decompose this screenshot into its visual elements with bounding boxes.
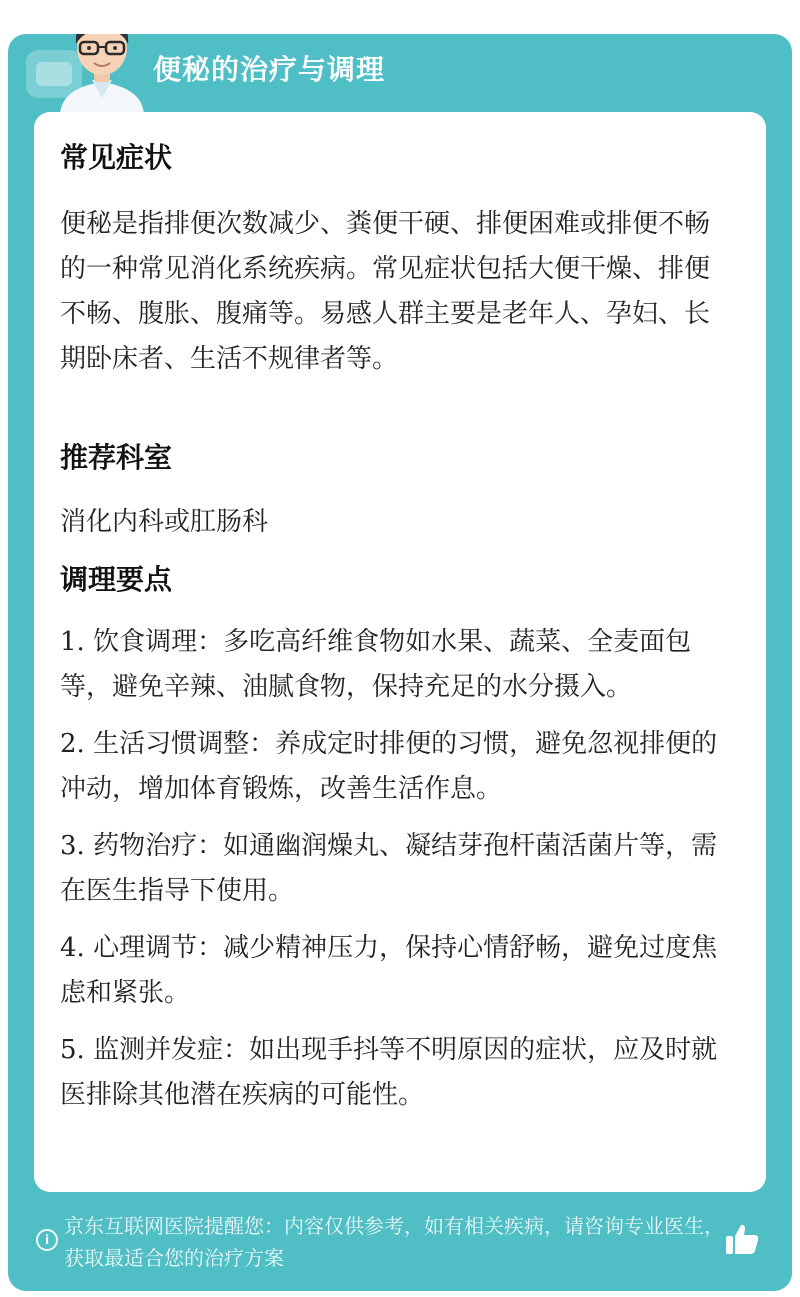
info-icon: i	[36, 1229, 58, 1251]
section-title-care: 调理要点	[60, 563, 173, 596]
care-list	[60, 620, 726, 1130]
list-item-number: 4.	[60, 933, 85, 963]
section-title-symptoms: 常见症状	[60, 141, 173, 174]
disclaimer-text: 京东互联网医院提醒您：内容仅供参考，如有相关疾病，请咨询专业医生，获取最适合您的治疗方案	[64, 1214, 724, 1270]
list-item-number: 5.	[60, 1035, 85, 1065]
list-item-text: 生活习惯调整：养成定时排便的习惯，避免忽视排便的冲动，增加体育锻炼，改善生活作息。	[60, 729, 718, 804]
doctor-avatar	[52, 34, 152, 114]
list-item	[60, 620, 726, 710]
page-title: 便秘的治疗与调理	[153, 53, 386, 86]
symptoms-text: 便秘是指排便次数减少、粪便干硬、排便困难或排便不畅的一种常见消化系统疾病。常见症状包括大便干燥、排便不畅、腹胀、腹痛等。易感人群主要是老年人、孕妇、长期卧床者、生活不规律者等。	[60, 209, 711, 374]
list-item-text: 监测并发症：如出现手抖等不明原因的症状，应及时就医排除其他潜在疾病的可能性。	[60, 1035, 718, 1110]
thumbs-up-icon[interactable]	[724, 1222, 760, 1256]
list-item	[60, 1028, 726, 1118]
list-item-number: 1.	[60, 627, 85, 657]
content-card	[34, 112, 766, 1192]
list-item-text: 饮食调理：多吃高纤维食物如水果、蔬菜、全麦面包等，避免辛辣、油腻食物，保持充足的水分摄入。	[60, 627, 692, 702]
list-item-text: 心理调节：减少精神压力，保持心情舒畅，避免过度焦虑和紧张。	[60, 933, 718, 1008]
footer	[8, 1202, 792, 1291]
article-container	[8, 34, 792, 1291]
header	[8, 34, 792, 114]
list-item	[60, 824, 726, 914]
list-item-number: 2.	[60, 729, 85, 759]
list-item	[60, 722, 726, 812]
list-item-text: 药物治疗：如通幽润燥丸、凝结芽孢杆菌活菌片等，需在医生指导下使用。	[60, 831, 718, 906]
department-text: 消化内科或肛肠科	[60, 507, 269, 537]
list-item-number: 3.	[60, 831, 85, 861]
list-item	[60, 926, 726, 1016]
section-title-department: 推荐科室	[60, 441, 173, 474]
